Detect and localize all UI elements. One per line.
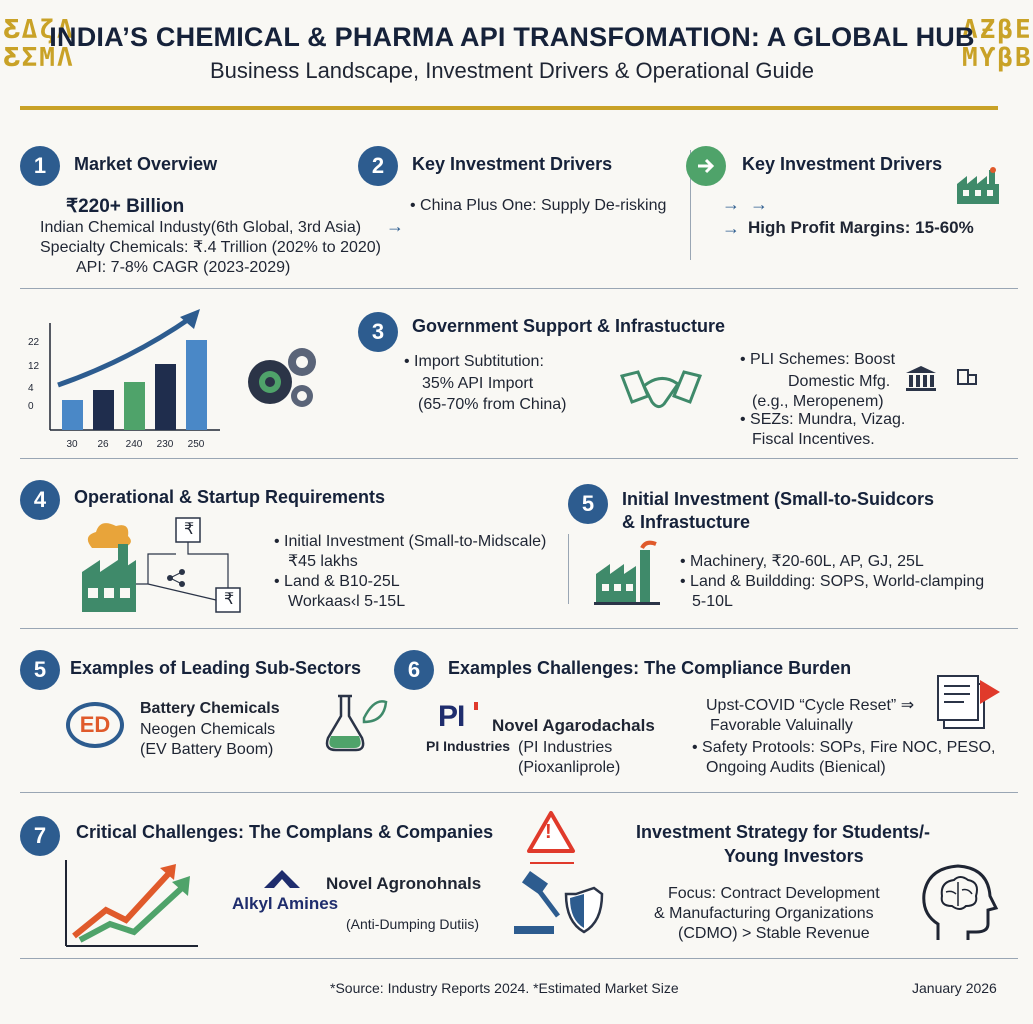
pli-line-1: • PLI Schemes: Boost — [740, 351, 896, 368]
ops-line-4: Workaas‹l 5-15L — [288, 593, 406, 610]
section-7-title: Critical Challenges: The Complans & Companies — [76, 822, 494, 842]
land-building-line: • Land & Buildding: SOPS, World-clamping — [680, 573, 985, 590]
pi-industries-label: PI Industries — [426, 738, 511, 754]
section-1-badge: 1 — [20, 146, 60, 186]
import-line-2: 35% API Import — [422, 375, 534, 392]
profit-margin-item: High Profit Margins: 15-60% — [748, 218, 974, 237]
sez-line-1: • SEZs: Mundra, Vizag. — [740, 411, 906, 428]
section-4-title: Operational & Startup Requirements — [74, 487, 386, 507]
ops-line-1: • Initial Investment (Small-to-Midscale) — [274, 533, 547, 550]
flask-leaf-icon — [322, 692, 388, 754]
pioxanliprole-label: (Pioxanliprole) — [518, 759, 621, 776]
warning-underline — [530, 862, 574, 864]
strategy-title-line-1: Investment Strategy for Students/- — [636, 822, 931, 842]
section-divider-vertical — [568, 534, 569, 604]
section-2-badge: 2 — [358, 146, 398, 186]
section-2b-title: Key Investment Drivers — [742, 154, 943, 174]
page-title: INDIA’S CHEMICAL & PHARMA API TRANSFOMATION: A GLOBAL HUB — [49, 22, 975, 52]
bar — [155, 364, 176, 430]
section-2-title: Key Investment Drivers — [412, 154, 613, 174]
corner-ornament-right: ΛƵβΕ ΜƳβΒ — [962, 15, 1033, 73]
gavel-shield-icon — [510, 872, 606, 938]
neogen-logo-text: ED — [79, 712, 111, 737]
row-divider — [20, 458, 1018, 459]
footer-source: *Source: Industry Reports 2024. *Estimated Market Size — [330, 980, 679, 996]
y-tick-label: 0 — [28, 401, 34, 412]
rupee-icon-top: ₹ — [184, 521, 195, 538]
valuation-line: Favorable Valuinally — [710, 717, 853, 734]
pi-logo: PI — [438, 700, 465, 733]
building-icon — [956, 366, 978, 386]
pli-line-3: (e.g., Meropenem) — [752, 393, 884, 410]
section-5a-title-line-2: & Infrastucture — [622, 512, 751, 532]
x-tick-label: 250 — [187, 439, 205, 450]
market-line-1: Indian Chemical Industy(6th Global, 3rd Asia) — [40, 219, 362, 236]
cycle-reset-line: Upst-COVID “Cycle Reset” ⇒ — [706, 697, 915, 714]
row-divider — [20, 628, 1018, 629]
growth-bar-chart — [20, 305, 225, 455]
alkyl-amines-logo — [262, 868, 302, 890]
page-subtitle: Business Landscape, Investment Drivers & Operational Guide — [209, 58, 815, 83]
y-tick-label: 4 — [28, 383, 34, 394]
novel-agronohnals-label: Novel Agronohnals — [326, 874, 482, 893]
import-line-3: (65-70% from China) — [418, 396, 567, 413]
alkyl-amines-label: Alkyl Amines — [232, 894, 339, 913]
rupee-icon-bottom: ₹ — [224, 591, 235, 608]
strategy-line-1: Focus: Contract Development — [668, 885, 880, 902]
bar — [124, 382, 145, 430]
handshake-icon — [618, 366, 704, 418]
section-4-badge: 4 — [20, 480, 60, 520]
row-divider — [20, 958, 1018, 959]
row-divider — [20, 288, 1018, 289]
section-6-title: Examples Challenges: The Compliance Burden — [448, 658, 852, 678]
import-line-1: • Import Subtitution: — [404, 353, 544, 370]
bar — [186, 340, 207, 430]
section-1-title: Market Overview — [74, 154, 218, 174]
section-7-badge: 7 — [20, 816, 60, 856]
arrow-right-icon: → — [386, 216, 404, 236]
strategy-line-3: (CDMO) > Stable Revenue — [678, 925, 870, 942]
government-building-icon — [904, 364, 938, 392]
y-tick-label: 22 — [28, 337, 40, 348]
factory-icon — [955, 168, 1001, 206]
pi-logo-accent — [474, 702, 478, 710]
land-building-range: 5-10L — [692, 593, 733, 610]
bar — [93, 390, 114, 430]
battery-chemicals-label: Battery Chemicals — [140, 700, 280, 717]
warning-mark: ! — [545, 821, 552, 843]
corner-ornament-left: ƸΔζΛ ƸΣΜΛ — [4, 15, 75, 73]
neogen-logo — [66, 702, 124, 748]
pi-industries-sub: (PI Industries — [518, 739, 613, 756]
machinery-line: • Machinery, ₹20-60L, AP, GJ, 25L — [680, 553, 924, 570]
sez-line-2: Fiscal Incentives. — [752, 431, 875, 448]
strategy-line-2: & Manufacturing Organizations — [654, 905, 874, 922]
row-divider — [20, 792, 1018, 793]
safety-line-1: • Safety Protools: SOPs, Fire NOC, PESO, — [692, 739, 996, 756]
x-tick-label: 30 — [66, 439, 78, 450]
china-plus-one-item: • China Plus One: Supply De-risking — [410, 197, 667, 214]
section-5b-title: Examples of Leading Sub-Sectors — [70, 658, 362, 678]
footer-date: January 2026 — [912, 980, 997, 996]
section-5a-badge: 5 — [568, 484, 608, 524]
brain-head-icon — [916, 862, 1000, 944]
growth-line-chart-icon — [60, 856, 200, 952]
anti-dumping-label: (Anti-Dumping Dutiis) — [346, 916, 480, 932]
x-tick-label: 240 — [125, 439, 143, 450]
x-tick-label: 230 — [156, 439, 174, 450]
section-3-badge: 3 — [358, 312, 398, 352]
gears-icon — [240, 344, 324, 414]
section-5a-title-line-1: Initial Investment (Small-to-Suidcors — [622, 489, 935, 509]
ops-line-3: • Land & B10-25L — [274, 573, 400, 590]
market-line-3: API: 7-8% CAGR (2023-2029) — [76, 259, 291, 276]
section-6-badge: 6 — [394, 650, 434, 690]
bar — [62, 400, 83, 430]
market-size-figure: ₹220+ Billion — [66, 196, 185, 217]
section-5b-badge: 5 — [20, 650, 60, 690]
arrow-badge-icon — [686, 146, 726, 186]
double-arrow-icon: → → — [722, 194, 769, 214]
strategy-title-line-2: Young Investors — [724, 846, 864, 866]
novel-agro-label: Novel Agarodachals — [492, 716, 655, 735]
arrow-right-icon: → — [722, 218, 740, 238]
y-tick-label: 12 — [28, 361, 40, 372]
x-tick-label: 26 — [97, 439, 109, 450]
section-3-title: Government Support & Infrastucture — [412, 316, 726, 336]
ops-line-2: ₹45 lakhs — [288, 553, 358, 570]
ev-battery-label: (EV Battery Boom) — [140, 741, 274, 758]
market-line-2: Specialty Chemicals: ₹.4 Trillion (202% to 2020) — [40, 239, 381, 256]
factory-icon — [592, 540, 664, 606]
neogen-chemicals-label: Neogen Chemicals — [140, 721, 276, 738]
documents-icon — [934, 672, 1004, 732]
pli-line-2: Domestic Mfg. — [788, 373, 891, 390]
header-divider — [20, 106, 998, 110]
safety-line-2: Ongoing Audits (Bienical) — [706, 759, 886, 776]
